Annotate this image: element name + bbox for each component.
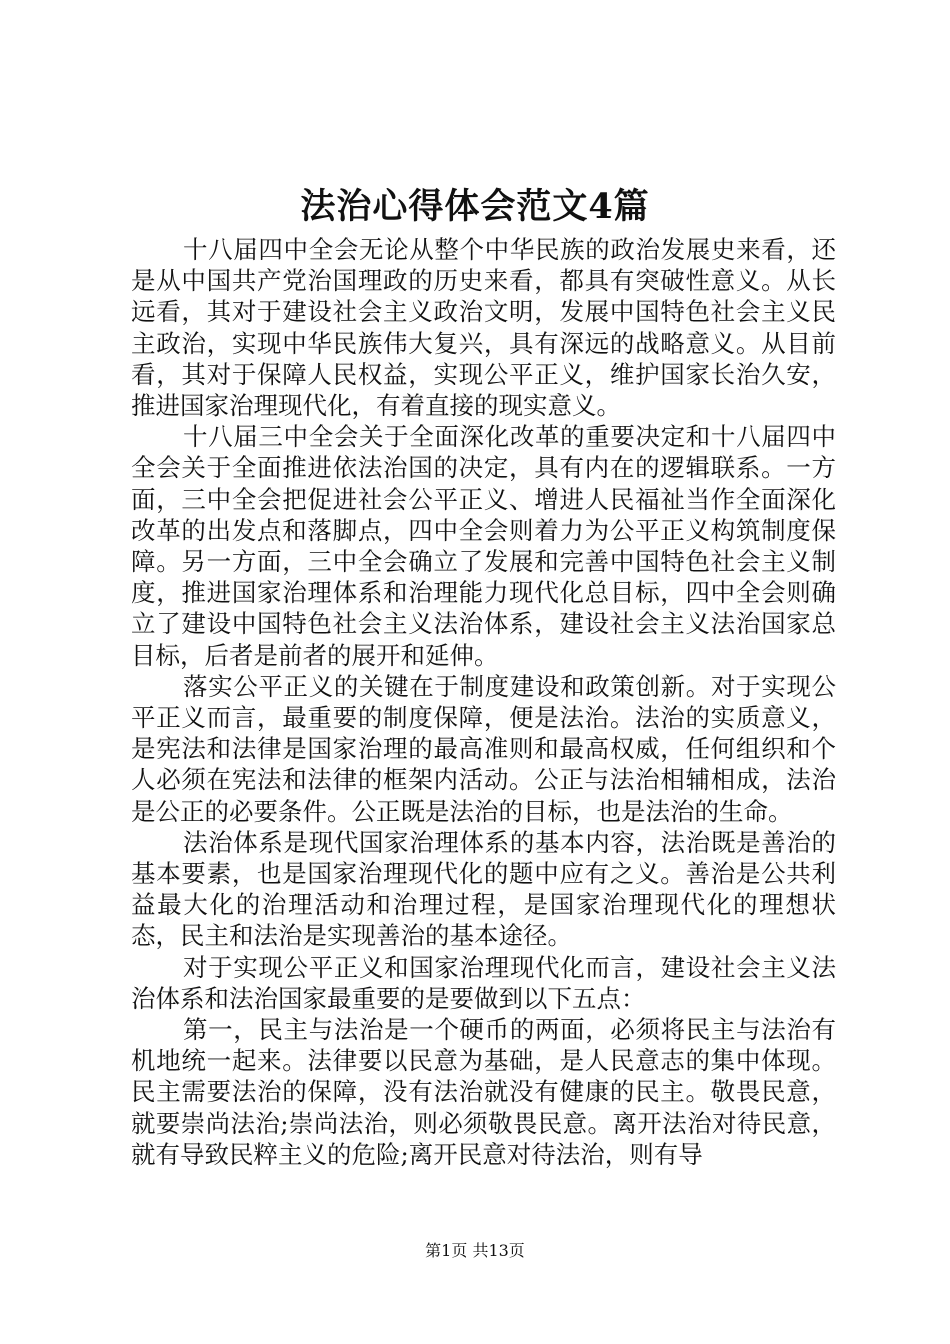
paragraph-3: 落实公平正义的关键在于制度建设和政策创新。对于实现公平正义而言，最重要的制度保障，便是法治。法治的实质意义，是宪法和法律是国家治理的最高准则和最高权威，任何组织和个人必须在宪法和法律的框架内活动。公正与法治相辅相成，法治是公正的必要条件。公正既是法治的目标，也是法治的生命。 [131, 671, 836, 826]
document-body [131, 234, 836, 1170]
paragraph-2: 十八届三中全会关于全面深化改革的重要决定和十八届四中全会关于全面推进依法治国的决定，具有内在的逻辑联系。一方面，三中全会把促进社会公平正义、增进人民福祉当作全面深化改革的出发点和落脚点，四中全会则着力为公平正义构筑制度保障。另一方面，三中全会确立了发展和完善中国特色社会主义制度，推进国家治理体系和治理能力现代化总目标，四中全会则确立了建设中国特色社会主义法治体系，建设社会主义法治国家总目标，后者是前者的展开和延伸。 [131, 422, 836, 670]
paragraph-5: 对于实现公平正义和国家治理现代化而言，建设社会主义法治体系和法治国家最重要的是要做到以下五点： [131, 952, 836, 1013]
paragraph-1: 十八届四中全会无论从整个中华民族的政治发展史来看，还是从中国共产党治国理政的历史来看，都具有突破性意义。从长远看，其对于建设社会主义政治文明，发展中国特色社会主义民主政治，实现中华民族伟大复兴，具有深远的战略意义。从目前看，其对于保障人民权益，实现公平正义，维护国家长治久安，推进国家治理现代化，有着直接的现实意义。 [131, 235, 836, 421]
paragraph-6: 第一，民主与法治是一个硬币的两面，必须将民主与法治有机地统一起来。法律要以民意为基础，是人民意志的集中体现。民主需要法治的保障，没有法治就没有健康的民主。敬畏民意，就要崇尚法治;崇尚法治，则必须敬畏民意。离开法治对待民意，就有导致民粹主义的危险;离开民意对待法治，则有导 [131, 1015, 836, 1169]
page-footer: 第1页 共13页 [425, 1241, 525, 1260]
paragraph-4: 法治体系是现代国家治理体系的基本内容，法治既是善治的基本要素，也是国家治理现代化的题中应有之义。善治是公共利益最大化的治理活动和治理过程，是国家治理现代化的理想状态，民主和法治是实现善治的基本途径。 [131, 827, 836, 951]
document-title: 法治心得体会范文4篇 [300, 186, 650, 227]
